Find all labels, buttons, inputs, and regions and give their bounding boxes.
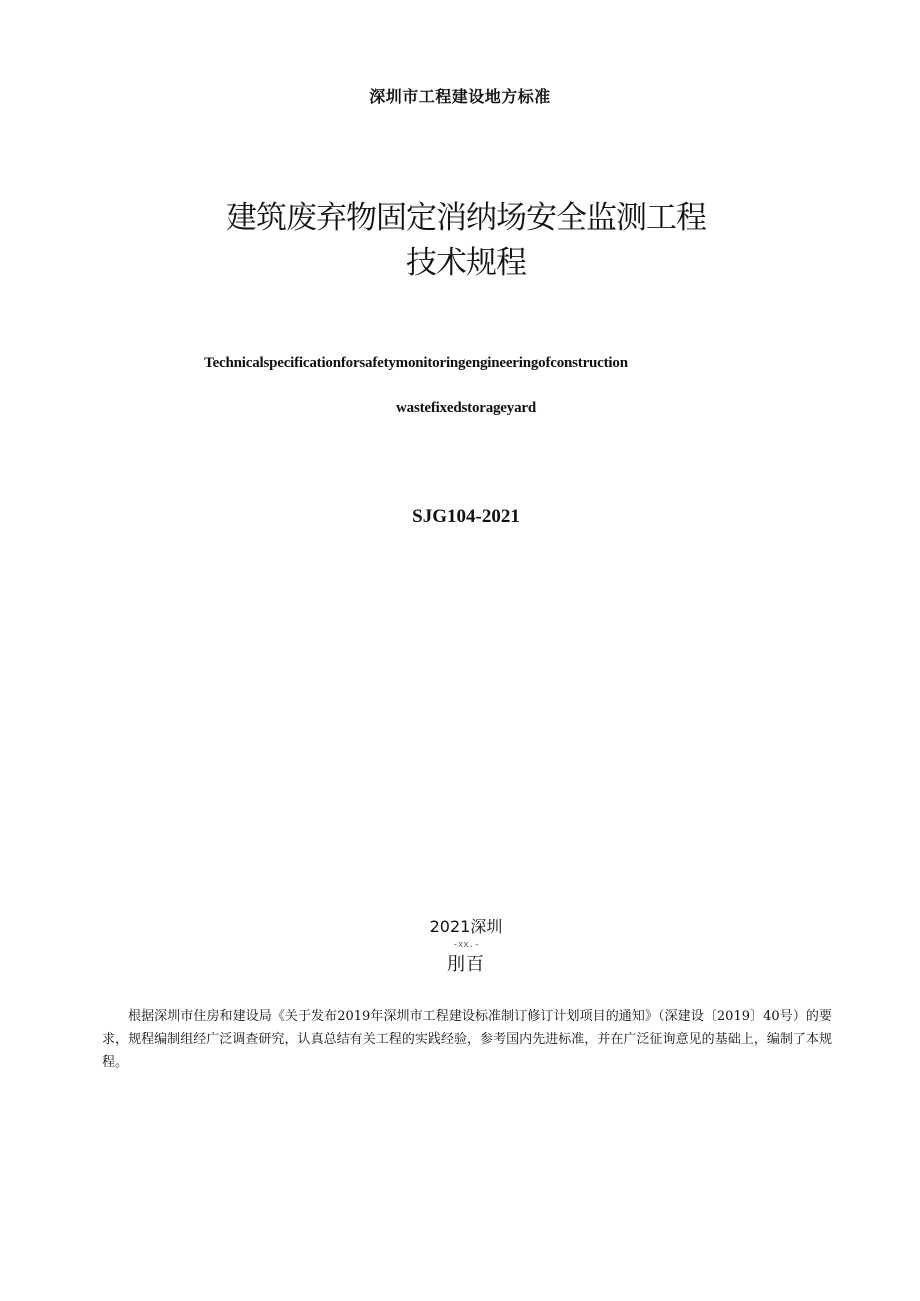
title-english-line-2: wastefixedstorageyard: [396, 400, 536, 416]
standard-code: SJG104-2021: [412, 506, 520, 527]
title-chinese-line-2: 技术规程: [406, 245, 526, 281]
place-year: 2021深圳: [429, 917, 503, 936]
series-label: 深圳市工程建设地方标准: [369, 87, 551, 106]
title-english-line-1: Technicalspecificationforsafetymonitoringengineeringofconstruction: [204, 355, 628, 371]
preface-heading: 刖百: [447, 954, 485, 975]
page-marker: -xx.-: [452, 940, 480, 950]
title-chinese-line-1: 建筑废弃物固定消纳场安全监测工程: [226, 200, 706, 236]
preface-body: 根据深圳市住房和建设局《关于发布2019年深圳市工程建设标准制订修订计划项目的通知》（深建设〔2019〕40号）的要求，规程编制组经广泛调查研究，认真总结有关工程的实践经验，参考国内先进标准，并在广泛征询意见的基础上，编制了本规程。: [102, 1009, 832, 1070]
